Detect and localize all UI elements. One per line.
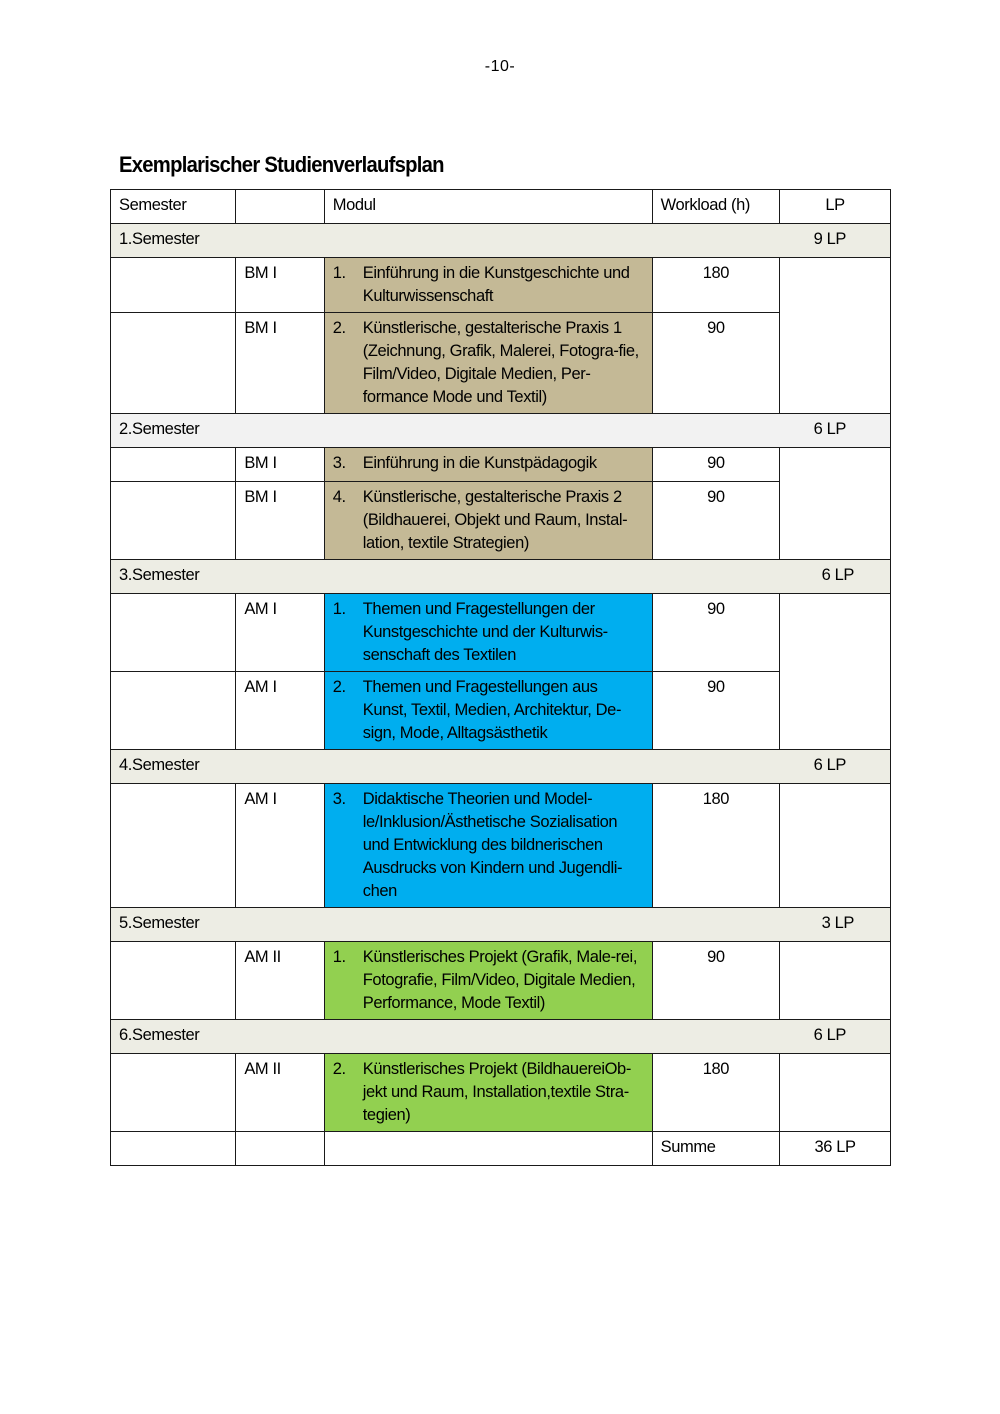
semester-lp: 6 LP [780, 414, 891, 448]
semester-lp: 9 LP [780, 224, 891, 258]
module-title: Themen und Fragestellungen der Kunstgeschichte und der Kulturwis-senschaft des Textilen [362, 600, 608, 664]
module-cell [324, 258, 652, 313]
lp-blank [780, 1054, 891, 1132]
semester-label: 5.Semester [111, 908, 780, 942]
lp-blank [780, 594, 891, 750]
semester-row-3 [111, 560, 891, 594]
module-title: Einführung in die Kunstgeschichte und Kulturwissenschaft [362, 264, 630, 305]
module-row [111, 784, 891, 908]
module-number: 1. [332, 948, 346, 966]
semester-label: 6.Semester [111, 1020, 780, 1054]
module-workload: 90 [652, 482, 780, 560]
semester-row-5 [111, 908, 891, 942]
module-workload: 180 [652, 258, 780, 313]
module-workload: 180 [652, 784, 780, 908]
module-title: Künstlerisches Projekt (BildhauereiOb-jekt und Raum, Installation,textile Stra-tegien) [362, 1060, 631, 1124]
module-number: 3. [332, 790, 346, 808]
module-workload: 90 [652, 313, 780, 414]
header-modul: Modul [324, 190, 652, 224]
semester-label: 1.Semester [111, 224, 780, 258]
semester-row-4 [111, 750, 891, 784]
module-row [111, 482, 891, 560]
module-number: 1. [332, 264, 346, 282]
header-workload: Workload (h) [652, 190, 780, 224]
module-cell [324, 672, 652, 750]
semester-row-1 [111, 224, 891, 258]
header-blank [236, 190, 324, 224]
module-code: AM I [236, 672, 324, 750]
module-cell [324, 784, 652, 908]
module-row [111, 1054, 891, 1132]
module-code: AM II [236, 942, 324, 1020]
semester-lp: 6 LP [780, 560, 891, 594]
module-title: Themen und Fragestellungen aus Kunst, Textil, Medien, Architektur, De-sign, Mode, Alltagsästhetik [362, 678, 622, 742]
module-workload: 90 [652, 672, 780, 750]
module-workload: 180 [652, 1054, 780, 1132]
module-workload: 90 [652, 942, 780, 1020]
module-row [111, 448, 891, 482]
summary-label: Summe [652, 1132, 780, 1166]
module-row [111, 594, 891, 672]
module-number: 2. [332, 319, 346, 337]
table-header-row [111, 190, 891, 224]
semester-row-6 [111, 1020, 891, 1054]
semester-label: 3.Semester [111, 560, 780, 594]
module-code: BM I [236, 258, 324, 313]
module-number: 2. [332, 678, 346, 696]
lp-blank [780, 942, 891, 1020]
module-workload: 90 [652, 448, 780, 482]
module-cell [324, 313, 652, 414]
module-title: Künstlerische, gestalterische Praxis 1 (Zeichnung, Grafik, Malerei, Fotogra-fie, Film/Video, Digitale Medien, Per-formance Mode und Textil) [362, 319, 639, 406]
document-title: Exemplarischer Studienverlaufsplan [119, 152, 444, 177]
semester-lp: 6 LP [780, 1020, 891, 1054]
lp-blank [780, 448, 891, 560]
module-code: BM I [236, 313, 324, 414]
module-title: Einführung in die Kunstpädagogik [362, 454, 597, 472]
module-title: Künstlerische, gestalterische Praxis 2 (Bildhauerei, Objekt und Raum, Instal-lation, textile Strategien) [362, 488, 628, 552]
module-row [111, 942, 891, 1020]
header-semester: Semester [111, 190, 236, 224]
module-code: AM I [236, 784, 324, 908]
lp-blank [780, 258, 891, 414]
study-plan-table [110, 189, 891, 1166]
module-row [111, 672, 891, 750]
module-cell [324, 1054, 652, 1132]
module-number: 4. [332, 488, 346, 506]
module-cell [324, 594, 652, 672]
module-code: AM II [236, 1054, 324, 1132]
semester-row-2 [111, 414, 891, 448]
module-number: 3. [332, 454, 346, 472]
semester-label: 4.Semester [111, 750, 780, 784]
semester-lp: 3 LP [780, 908, 891, 942]
semester-lp: 6 LP [780, 750, 891, 784]
module-code: BM I [236, 482, 324, 560]
module-code: AM I [236, 594, 324, 672]
module-cell [324, 482, 652, 560]
header-lp: LP [780, 190, 891, 224]
module-title: Künstlerisches Projekt (Grafik, Male-rei, Fotografie, Film/Video, Digitale Medien, Performance, Mode Textil) [362, 948, 638, 1012]
semester-label: 2.Semester [111, 414, 780, 448]
module-row [111, 258, 891, 313]
module-workload: 90 [652, 594, 780, 672]
module-title: Didaktische Theorien und Model-le/Inklusion/Ästhetische Sozialisation und Entwicklung des bildnerischen Ausdrucks von Kindern und Jugendli-chen [362, 790, 623, 900]
module-number: 2. [332, 1060, 346, 1078]
summary-row [111, 1132, 891, 1166]
module-cell [324, 942, 652, 1020]
module-row [111, 313, 891, 414]
module-cell [324, 448, 652, 482]
page-number: -10- [484, 58, 516, 75]
module-code: BM I [236, 448, 324, 482]
lp-blank [780, 784, 891, 908]
summary-total: 36 LP [780, 1132, 891, 1166]
module-number: 1. [332, 600, 346, 618]
